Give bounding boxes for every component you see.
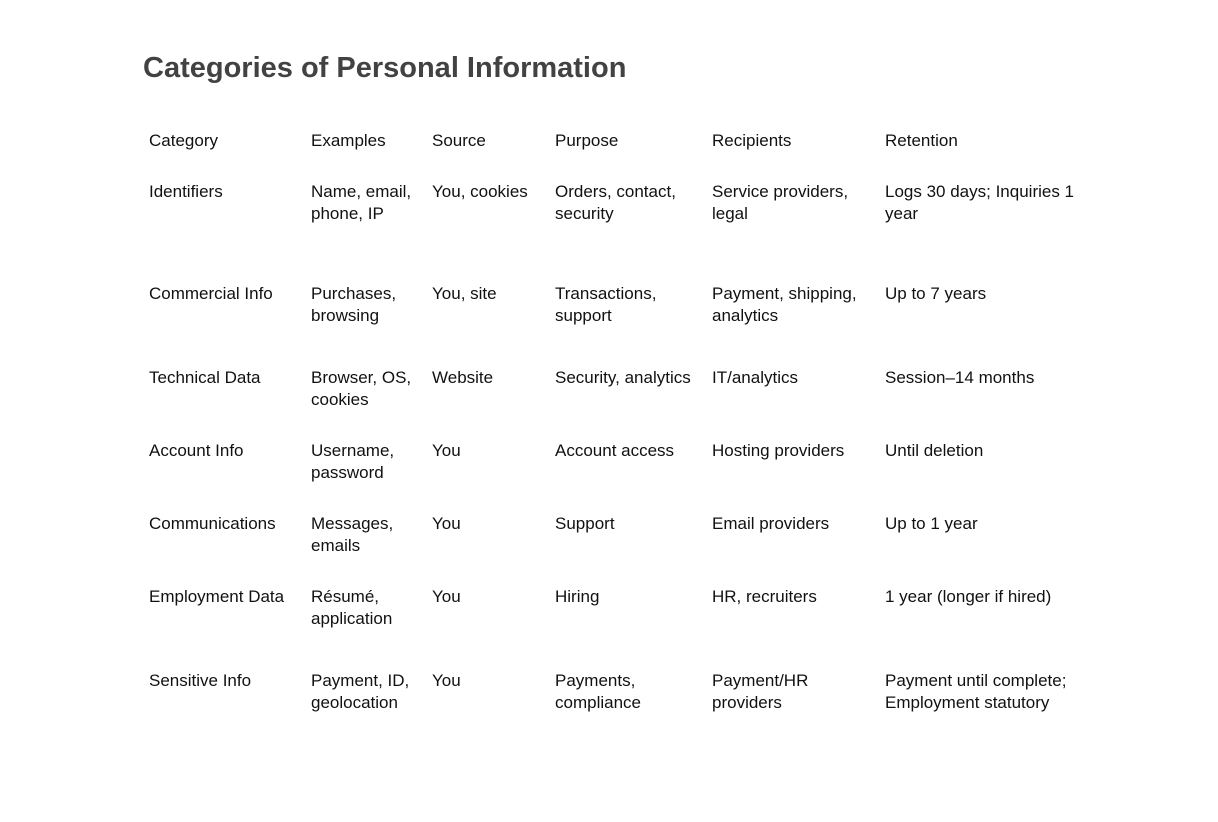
personal-info-table bbox=[143, 124, 1093, 748]
cell-examples: Browser, OS, cookies bbox=[311, 368, 412, 409]
cell-recipients: Hosting providers bbox=[712, 441, 845, 460]
cell-source: You bbox=[432, 671, 461, 690]
cell-recipients: IT/analytics bbox=[712, 368, 798, 387]
cell-category: Communications bbox=[149, 514, 276, 533]
header-purpose: Purpose bbox=[555, 131, 619, 150]
cell-retention: Up to 1 year bbox=[885, 514, 978, 533]
cell-source: You, cookies bbox=[432, 182, 528, 201]
table-header-row bbox=[143, 124, 1093, 175]
cell-category: Technical Data bbox=[149, 368, 261, 387]
cell-category: Account Info bbox=[149, 441, 244, 460]
table-row bbox=[143, 580, 1093, 664]
header-examples: Examples bbox=[311, 131, 386, 150]
cell-purpose: Hiring bbox=[555, 587, 600, 606]
cell-category: Employment Data bbox=[149, 587, 285, 606]
cell-category: Identifiers bbox=[149, 182, 223, 201]
cell-purpose: Orders, contact, security bbox=[555, 182, 676, 223]
cell-retention: Logs 30 days; Inquiries 1 year bbox=[885, 182, 1075, 223]
cell-purpose: Account access bbox=[555, 441, 675, 460]
cell-recipients: HR, recruiters bbox=[712, 587, 817, 606]
cell-examples: Name, email, phone, IP bbox=[311, 182, 412, 223]
header-retention: Retention bbox=[885, 131, 958, 150]
cell-category: Sensitive Info bbox=[149, 671, 252, 690]
header-category: Category bbox=[149, 131, 218, 150]
cell-retention: Up to 7 years bbox=[885, 284, 987, 303]
cell-source: You bbox=[432, 587, 461, 606]
table-row bbox=[143, 361, 1093, 434]
page-title: Categories of Personal Information bbox=[143, 52, 627, 84]
cell-purpose: Support bbox=[555, 514, 615, 533]
cell-examples: Messages, emails bbox=[311, 514, 394, 555]
cell-examples: Résumé, application bbox=[311, 587, 393, 628]
header-source: Source bbox=[432, 131, 486, 150]
cell-examples: Username, password bbox=[311, 441, 395, 482]
table-row bbox=[143, 434, 1093, 507]
cell-retention: Until deletion bbox=[885, 441, 984, 460]
table-row bbox=[143, 507, 1093, 580]
cell-recipients: Email providers bbox=[712, 514, 830, 533]
cell-recipients: Payment/HR providers bbox=[712, 671, 809, 712]
cell-purpose: Transactions, support bbox=[555, 284, 657, 325]
cell-retention: Payment until complete; Employment statutory bbox=[885, 671, 1067, 712]
cell-recipients: Service providers, legal bbox=[712, 182, 849, 223]
cell-retention: Session–14 months bbox=[885, 368, 1035, 387]
cell-source: You bbox=[432, 514, 461, 533]
cell-source: Website bbox=[432, 368, 494, 387]
cell-category: Commercial Info bbox=[149, 284, 273, 303]
header-recipients: Recipients bbox=[712, 131, 792, 150]
cell-examples: Purchases, browsing bbox=[311, 284, 397, 325]
table-row bbox=[143, 175, 1093, 277]
table-row bbox=[143, 664, 1093, 748]
cell-examples: Payment, ID, geolocation bbox=[311, 671, 410, 712]
cell-retention: 1 year (longer if hired) bbox=[885, 587, 1052, 606]
cell-purpose: Security, analytics bbox=[555, 368, 691, 387]
cell-source: You, site bbox=[432, 284, 497, 303]
cell-source: You bbox=[432, 441, 461, 460]
cell-recipients: Payment, shipping, analytics bbox=[712, 284, 857, 325]
table-row bbox=[143, 277, 1093, 361]
cell-purpose: Payments, compliance bbox=[555, 671, 641, 712]
